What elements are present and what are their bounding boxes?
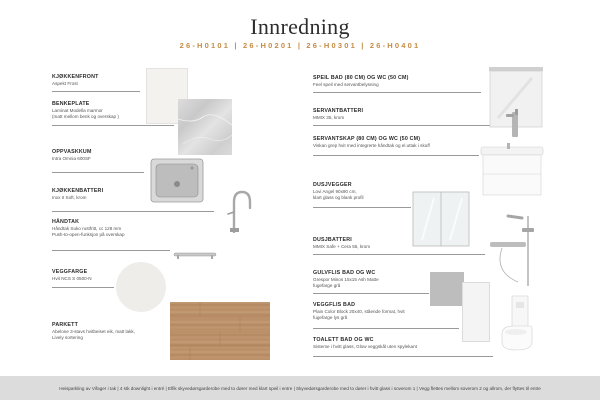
item-dusjvegger [313,182,364,201]
wall-toilet-icon [494,294,542,358]
leader-line [313,207,411,208]
item-kjokkenfront [52,74,99,87]
item-speil [313,75,409,88]
shower-wall-icon [412,190,470,248]
item-desc: MMIX 35, krom [313,115,345,120]
shower-set-icon [488,212,548,288]
leader-line [313,328,459,329]
item-desc: Viskan grep hvit med integrerte håndtak og el.uttak i skuff [313,143,430,148]
leader-line [313,125,501,126]
footer-text: Heisparkling av Vifager i tak | 4 stk downlight i entré | Elfik skyvedørsgarderobe med to dører med klart speil i entre | Skyvedørsgarderobe med to dører i hvitt glass i soverom 1 | Vegg flettes mellom soverom 2 og allrom, der flyttes til entre [59,385,541,391]
item-name: DUSJBATTERI [313,237,352,243]
faucet-image [220,188,256,233]
item-desc: Hvit NCS S 0500-N [52,276,92,281]
leader-line [52,91,140,92]
item-desc: Plain Color Block 20x40, stående format, hvit fugefarge lys grå [313,309,405,320]
item-desc: Intra Omnia 600SF [52,156,91,161]
handle-image [172,246,218,254]
vanity-image [480,143,544,197]
item-desc: Grespor Minos 15x15 Ash Matte fugefarge grå [313,277,379,288]
item-servantbatteri [313,108,363,121]
item-name: OPPVASKKUM [52,149,92,155]
item-name: TOALETT BAD OG WC [313,337,374,343]
item-desc: Aspekt Frost [52,81,78,86]
vanity-cabinet-icon [480,143,544,197]
item-desc: MMIX Safe + Cera 55, krom [313,244,371,249]
item-oppvaskkum [52,149,92,162]
wall-color-swatch [116,262,166,312]
item-name: HÅNDTAK [52,219,80,225]
item-name: GULVFLIS BAD OG WC [313,270,376,276]
item-desc: Sisteme i hvitt glass, Glow veggskål uten spylekant [313,344,417,349]
item-name: VEGGFARGE [52,269,88,275]
item-handtak [52,219,125,238]
item-name: SERVANTBATTERI [313,108,364,114]
item-name: SERVANTSKAP (80 CM) OG WC (50 CM) [313,136,421,142]
wall-tile-swatch [462,282,490,342]
marble-vein-icon [178,99,232,155]
apartment-codes: 26-H0101 | 26-H0201 | 26-H0301 | 26-H0401 [179,41,421,50]
item-kjokkenbatteri [52,188,103,201]
floor-tile-swatch [430,272,464,306]
item-name: SPEIL BAD (80 CM) OG WC (50 CM) [313,75,409,81]
parkett-swatch [170,302,270,360]
sink-image [150,158,204,203]
leader-line [313,92,481,93]
basin-mixer-image [504,108,524,138]
item-parkett [52,322,135,341]
item-dusjbatteri [313,237,370,250]
item-desc: Laminat Modella marmor (matt mellom benk og overskap ) [52,108,119,119]
leader-line [313,155,479,156]
item-veggflis [313,302,405,321]
item-desc: Lovi Angel 90x90 cm, klart glass og blank profil [313,189,364,200]
item-desc: Håndtak Suko rustfritt, cc 128 mm Push-to-open-funksjon på overskap [52,226,125,237]
leader-line [52,250,170,251]
basin-mixer-icon [504,108,524,138]
item-name: KJØKKENBATTERI [52,188,104,194]
item-desc: Inxx II Soft, krom [52,195,87,200]
item-name: VEGGFLIS BAD [313,302,356,308]
leader-line [52,287,114,288]
leader-line [52,125,174,126]
sink-icon [150,158,204,203]
item-toalett [313,337,417,350]
item-desc: Feel speil med servantbelysning [313,82,379,87]
item-name: KJØKKENFRONT [52,74,99,80]
item-name: BENKEPLATE [52,101,90,107]
item-name: DUSJVEGGER [313,182,352,188]
leader-line [52,211,214,212]
wood-grain-icon [170,302,270,360]
item-name: PARKETT [52,322,79,328]
item-desc: Abelone 3-stavs hvitbeiset eik, matt lakk, Lively sortering [52,329,135,340]
leader-line [313,293,429,294]
shower-wall-image [412,190,470,248]
item-servantskap [313,136,430,149]
footer-notes [0,376,600,400]
shower-mixer-image [488,212,548,288]
kitchen-faucet-icon [220,188,256,233]
item-gulvflis [313,270,379,289]
item-benkeplate [52,101,119,120]
benkeplate-swatch [178,99,232,155]
leader-line [313,356,493,357]
item-veggfarge [52,269,92,282]
leader-line [52,172,144,173]
page-title: Innredning [250,14,350,39]
leader-line [313,254,485,255]
handle-icon [172,251,218,259]
toilet-image [494,294,542,358]
